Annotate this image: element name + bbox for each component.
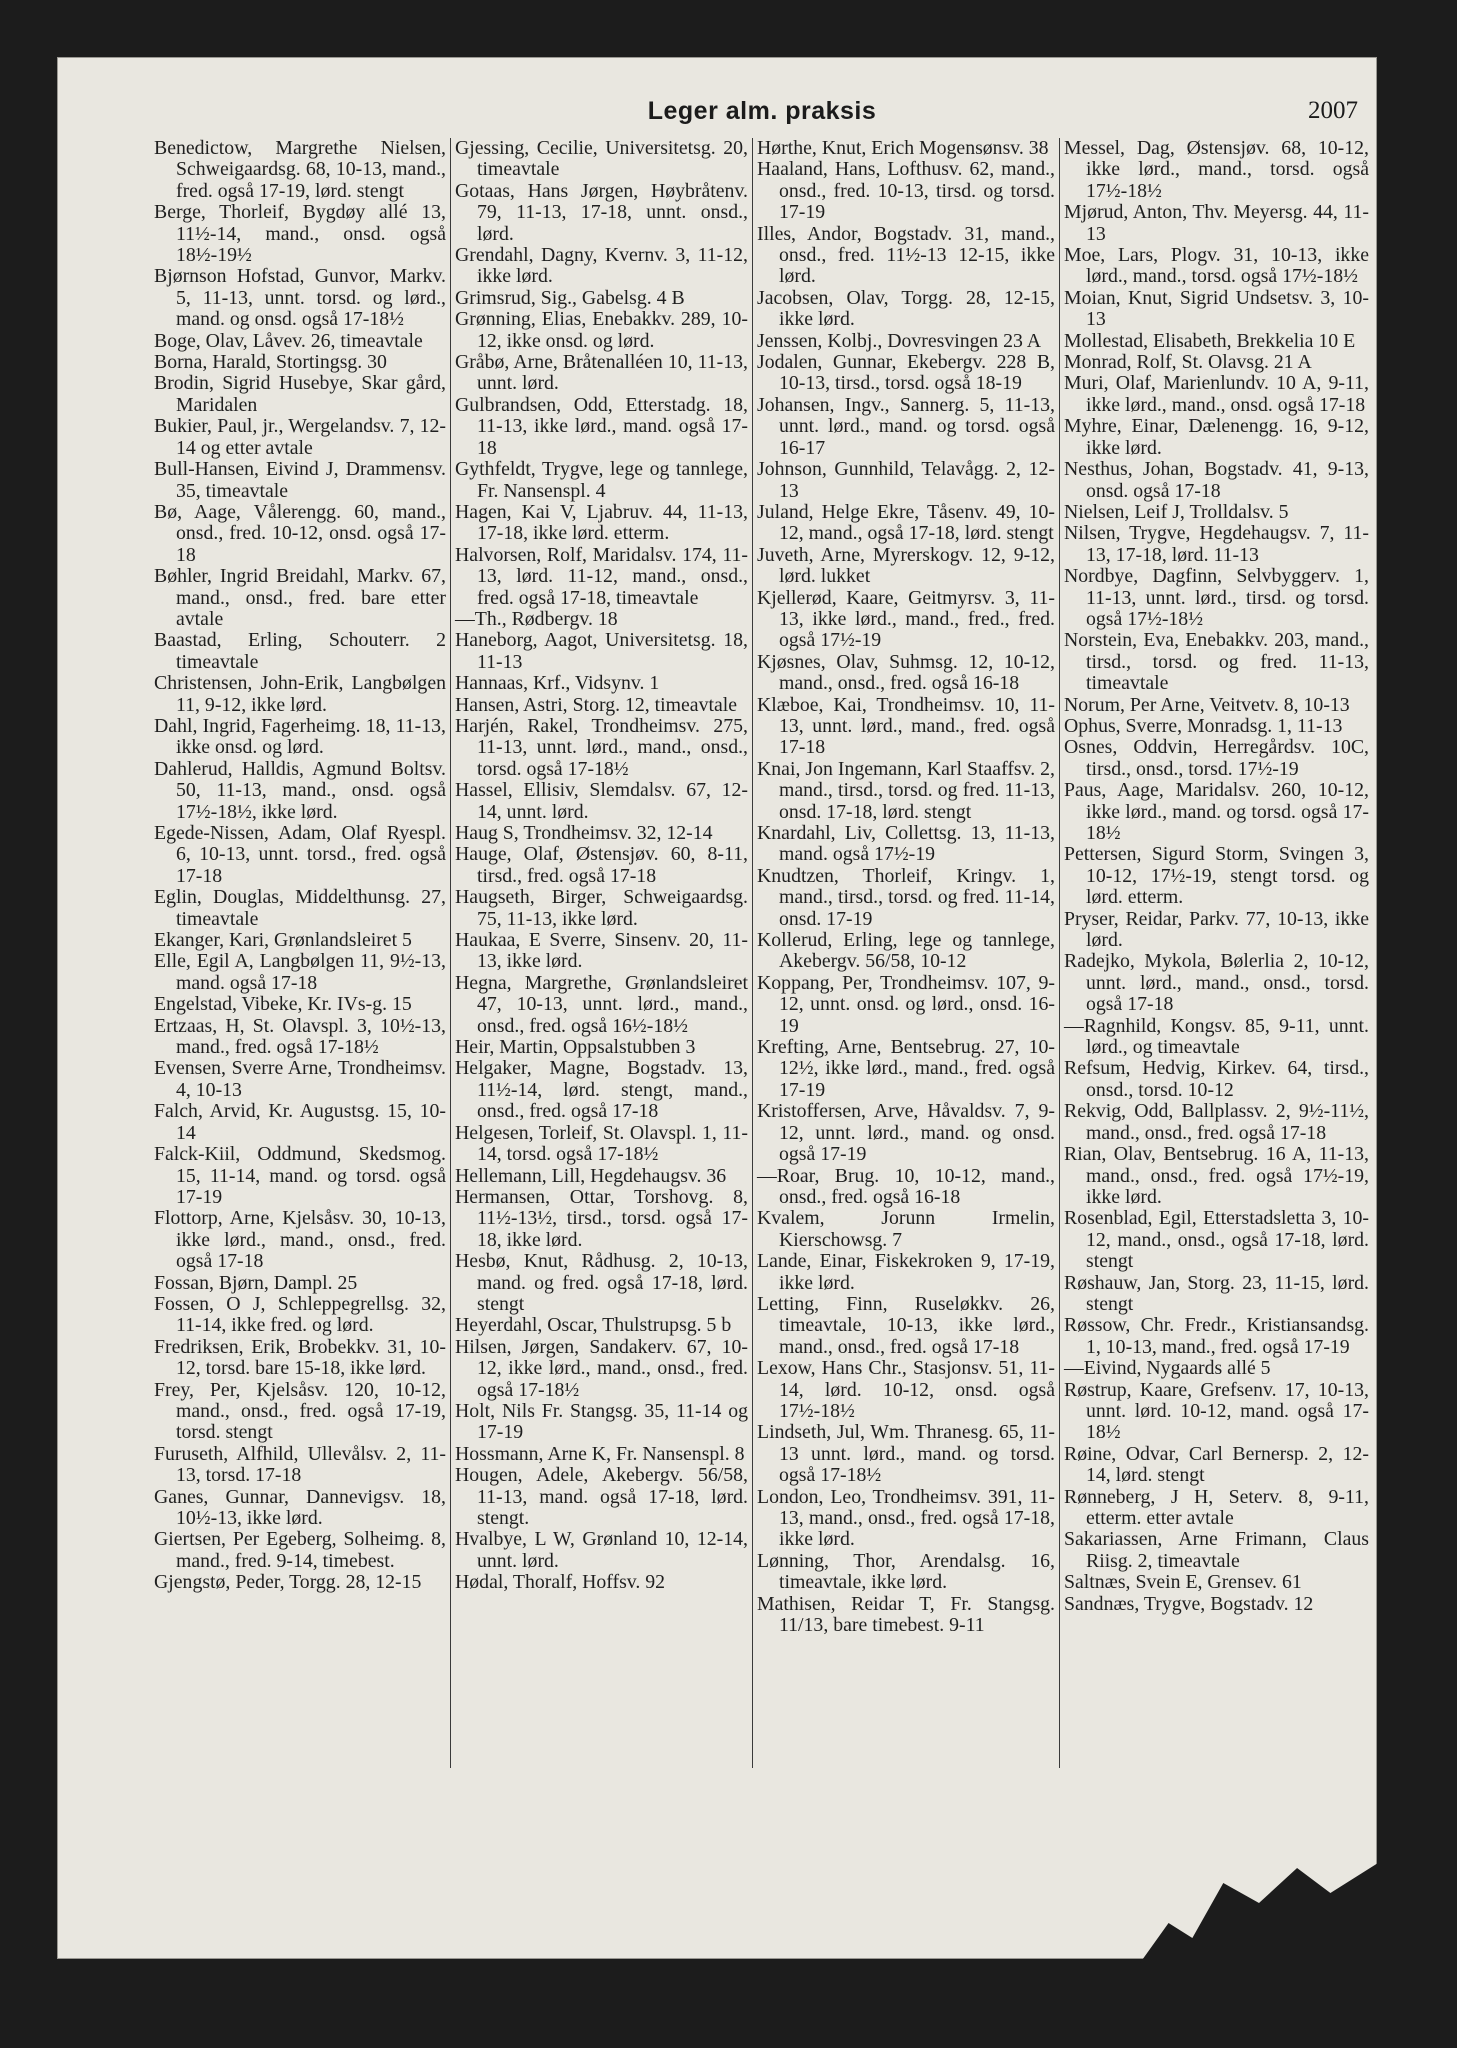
directory-entry: Muri, Olaf, Marienlundv. 10 A, 9-11, ikke lørd., mand., onsd. også 17-18 (1064, 372, 1369, 416)
directory-entry: Egede-Nissen, Adam, Olaf Ryespl. 6, 10-13, unnt. torsd., fred. også 17-18 (154, 822, 446, 887)
directory-entry: Klæboe, Kai, Trondheimsv. 10, 11-13, unnt. lørd., mand., fred. også 17-18 (757, 693, 1055, 759)
directory-entry: Holt, Nils Fr. Stangsg. 35, 11-14 og 17-19 (455, 1399, 748, 1444)
directory-entry: Hørthe, Knut, Erich Mogensønsv. 38 (757, 138, 1049, 159)
directory-entry: Elle, Egil A, Langbølgen 11, 9½-13, mand. også 17-18 (154, 950, 446, 994)
directory-entry: Røssow, Chr. Fredr., Kristiansandsg. 1, 10-13, mand., fred. også 17-19 (1064, 1314, 1369, 1358)
directory-entry: Røstrup, Kaare, Grefsenv. 17, 10-13, unnt. lørd. 10-12, mand. også 17-18½ (1064, 1378, 1369, 1444)
page-title: Leger alm. praksis (647, 97, 877, 125)
directory-entry: Christensen, John-Erik, Langbølgen 11, 9-12, ikke lørd. (154, 672, 446, 716)
directory-entry: Mollestad, Elisabeth, Brekkelia 10 E (1064, 329, 1356, 352)
directory-entry: —Th., Rødbergv. 18 (455, 607, 618, 630)
directory-entry: Gråbø, Arne, Bråtenalléen 10, 11-13, unnt. lørd. (455, 351, 748, 395)
directory-entry: Knai, Jon Ingemann, Karl Staaffsv. 2, mand., tirsd., torsd. og fred. 11-13, onsd. 17-18, lørd. stengt (757, 757, 1055, 823)
directory-entry: Ophus, Sverre, Monradsg. 1, 11-13 (1064, 714, 1343, 737)
column-1 (150, 138, 450, 1768)
directory-entry: Jacobsen, Olav, Torgg. 28, 12-15, ikke lørd. (757, 286, 1055, 331)
directory-entry: Nordbye, Dagfinn, Selvbyggerv. 1, 11-13, unnt. lørd., tirsd. og torsd. også 17½-18½ (1064, 565, 1369, 630)
directory-entry: Bjørnson Hofstad, Gunvor, Markv. 5, 11-13, unnt. torsd. og lørd., mand. og onsd. også 17-18½ (154, 265, 446, 331)
directory-entry: Letting, Finn, Ruseløkkv. 26, timeavtale, 10-13, ikke lørd., mand., onsd., fred. også 17-18 (757, 1292, 1055, 1358)
directory-entry: Refsum, Hedvig, Kirkev. 64, tirsd., onsd., torsd. 10-12 (1064, 1057, 1369, 1101)
directory-entry: Koppang, Per, Trondheimsv. 107, 9-12, unnt. onsd. og lørd., onsd. 16-19 (757, 971, 1055, 1037)
directory-entry: Falck-Kiil, Oddmund, Skedsmog. 15, 11-14, mand. og torsd. også 17-19 (154, 1143, 446, 1208)
directory-entry: Hilsen, Jørgen, Sandakerv. 67, 10-12, ikke lørd., mand., onsd., fred. også 17-18½ (455, 1335, 748, 1401)
directory-entry: Sakariassen, Arne Frimann, Claus Riisg. 2, timeavtale (1064, 1528, 1369, 1572)
directory-entry: Osnes, Oddvin, Herregårdsv. 10C, tirsd., onsd., torsd. 17½-19 (1064, 736, 1369, 780)
directory-entry: Juveth, Arne, Myrerskogv. 12, 9-12, lørd. lukket (757, 543, 1055, 588)
directory-entry: Berge, Thorleif, Bygdøy allé 13, 11½-14, mand., onsd. også 18½-19½ (154, 201, 446, 267)
directory-entry: Hvalbye, L W, Grønland 10, 12-14, unnt. lørd. (455, 1528, 748, 1572)
directory-entry: Haukaa, E Sverre, Sinsenv. 20, 11-13, ikke lørd. (455, 929, 748, 973)
directory-entry: Mathisen, Reidar T, Fr. Stangsg. 11/13, bare timebest. 9-11 (757, 1592, 1055, 1637)
directory-entry: Gythfeldt, Trygve, lege og tannlege, Fr. Nansenspl. 4 (455, 458, 748, 502)
directory-page (58, 58, 1376, 1958)
directory-entry: Lønning, Thor, Arendalsg. 16, timeavtale, ikke lørd. (757, 1549, 1055, 1594)
column-3 (752, 138, 1059, 1768)
directory-entry: Messel, Dag, Østensjøv. 68, 10-12, ikke lørd., mand., torsd. også 17½-18½ (1064, 138, 1369, 202)
directory-entry: Monrad, Rolf, St. Olavsg. 21 A (1064, 351, 1312, 374)
directory-entry: Sandnæs, Trygve, Bogstadv. 12 (1064, 1592, 1314, 1615)
directory-entry: Flottorp, Arne, Kjelsåsv. 30, 10-13, ikke lørd., mand., onsd., fred. også 17-18 (154, 1207, 446, 1273)
directory-entry: —Roar, Brug. 10, 10-12, mand., onsd., fred. også 16-18 (757, 1164, 1055, 1208)
directory-entry: Heyerdahl, Oscar, Thulstrupsg. 5 b (455, 1314, 732, 1337)
torn-corner (1140, 1863, 1378, 1963)
directory-entry: Engelstad, Vibeke, Kr. IVs-g. 15 (154, 993, 412, 1016)
directory-entry: Johansen, Ingv., Sannerg. 5, 11-13, unnt. lørd., mand. og torsd. også 16-17 (757, 393, 1055, 459)
directory-entry: Bull-Hansen, Eivind J, Drammensv. 35, timeavtale (154, 458, 446, 502)
directory-entry: Furuseth, Alfhild, Ullevålsv. 2, 11-13, torsd. 17-18 (154, 1442, 446, 1487)
directory-entry: Falch, Arvid, Kr. Augustsg. 15, 10-14 (154, 1100, 446, 1144)
directory-entry: Helgesen, Torleif, St. Olavspl. 1, 11-14, torsd. også 17-18½ (455, 1121, 748, 1166)
directory-entry: Hagen, Kai V, Ljabruv. 44, 11-13, 17-18, ikke lørd. etterm. (455, 500, 748, 545)
directory-entry: Hellemann, Lill, Hegdehaugsv. 36 (455, 1164, 727, 1187)
directory-entry: Nilsen, Trygve, Hegdehaugsv. 7, 11-13, 17-18, lørd. 11-13 (1064, 522, 1369, 566)
directory-entry: Dahlerud, Halldis, Agmund Boltsv. 50, 11-13, mand., onsd. også 17½-18½, ikke lørd. (154, 757, 446, 823)
directory-entry: Grendahl, Dagny, Kvernv. 3, 11-12, ikke lørd. (455, 244, 748, 288)
directory-entry: Ganes, Gunnar, Dannevigsv. 18, 10½-13, ikke lørd. (154, 1485, 446, 1529)
directory-entry: Halvorsen, Rolf, Maridalsv. 174, 11-13, lørd. 11-12, mand., onsd., fred. også 17-18, timeavtale (455, 543, 748, 609)
directory-entry: Hesbø, Knut, Rådhusg. 2, 10-13, mand. og fred. også 17-18, lørd. stengt (455, 1250, 748, 1315)
directory-entry: Haaland, Hans, Lofthusv. 62, mand., onsd., fred. 10-13, tirsd. og torsd. 17-19 (757, 158, 1055, 224)
directory-entry: Haneborg, Aagot, Universitetsg. 18, 11-13 (455, 629, 748, 673)
directory-entry: Baastad, Erling, Schouterr. 2 timeavtale (154, 629, 446, 673)
directory-entry: Norum, Per Arne, Veitvetv. 8, 10-13 (1064, 693, 1350, 716)
directory-entry: Gulbrandsen, Odd, Etterstadg. 18, 11-13, ikke lørd., mand. også 17-18 (455, 393, 748, 459)
directory-entry: —Eivind, Nygaards allé 5 (1064, 1357, 1271, 1380)
directory-entry: Hannaas, Krf., Vidsynv. 1 (455, 672, 660, 695)
directory-entry: Gjengstø, Peder, Torgg. 28, 12-15 (154, 1571, 422, 1594)
directory-entry: Brodin, Sigrid Husebye, Skar gård, Maridalen (154, 372, 446, 416)
directory-entry: Radejko, Mykola, Bølerlia 2, 10-12, unnt. lørd., mand., onsd., torsd. også 17-18 (1064, 950, 1369, 1016)
directory-entry: Knudtzen, Thorleif, Kringv. 1, mand., tirsd., torsd. og fred. 11-14, onsd. 17-19 (757, 864, 1055, 930)
directory-entry: Johnson, Gunnhild, Telavågg. 2, 12-13 (757, 458, 1055, 502)
directory-entry: Grønning, Elias, Enebakkv. 289, 10-12, ikke onsd. og lørd. (455, 308, 748, 352)
directory-entry: Eglin, Douglas, Middelthunsg. 27, timeavtale (154, 886, 446, 930)
directory-entry: Frey, Per, Kjelsåsv. 120, 10-12, mand., onsd., fred. også 17-19, torsd. stengt (154, 1378, 446, 1444)
directory-entry: Myhre, Einar, Dælenengg. 16, 9-12, ikke lørd. (1064, 415, 1369, 459)
directory-entry: Helgaker, Magne, Bogstadv. 13, 11½-14, lørd. stengt, mand., onsd., fred. også 17-18 (455, 1057, 748, 1123)
directory-entry: Bukier, Paul, jr., Wergelandsv. 7, 12-14 og etter avtale (154, 415, 446, 459)
directory-entry: Hauge, Olaf, Østensjøv. 60, 8-11, tirsd., fred. også 17-18 (455, 843, 748, 887)
directory-entry: Rian, Olav, Bentsebrug. 16 A, 11-13, mand., onsd., fred. også 17½-19, ikke lørd. (1064, 1143, 1369, 1208)
directory-entry: Kvalem, Jorunn Irmelin, Kierschowsg. 7 (757, 1207, 1055, 1251)
directory-entry: Moe, Lars, Plogv. 31, 10-13, ikke lørd., mand., torsd. også 17½-18½ (1064, 244, 1369, 288)
directory-entry: Gjessing, Cecilie, Universitetsg. 20, timeavtale (455, 138, 748, 181)
directory-entry: Rekvig, Odd, Ballplassv. 2, 9½-11½, mand., onsd., fred. også 17-18 (1064, 1100, 1369, 1144)
directory-entry: Røshauw, Jan, Storg. 23, 11-15, lørd. stengt (1064, 1271, 1369, 1315)
directory-entry: Hossmann, Arne K, Fr. Nansenspl. 8 (455, 1442, 745, 1465)
directory-entry: Fossen, O J, Schleppegrellsg. 32, 11-14, ikke fred. og lørd. (154, 1292, 446, 1337)
directory-entry: Fossan, Bjørn, Dampl. 25 (154, 1271, 358, 1294)
directory-entry: Haug S, Trondheimsv. 32, 12-14 (455, 822, 713, 844)
directory-entry: Haugseth, Birger, Schweigaardsg. 75, 11-13, ikke lørd. (455, 886, 748, 930)
directory-entry: Juland, Helge Ekre, Tåsenv. 49, 10-12, mand., også 17-18, lørd. stengt (757, 500, 1055, 545)
directory-entry: Hødal, Thoralf, Hoffsv. 92 (455, 1571, 666, 1594)
directory-entry: Ertzaas, H, St. Olavspl. 3, 10½-13, mand., fred. også 17-18½ (154, 1014, 446, 1059)
page-number: 2007 (1308, 97, 1358, 124)
column-4 (1059, 138, 1373, 1768)
directory-entry: Bøhler, Ingrid Breidahl, Markv. 67, mand., onsd., fred. bare etter avtale (154, 565, 446, 630)
directory-entry: Dahl, Ingrid, Fagerheimg. 18, 11-13, ikke onsd. og lørd. (154, 714, 446, 759)
directory-entry: Lande, Einar, Fiskekroken 9, 17-19, ikke lørd. (757, 1250, 1055, 1294)
directory-entry: Krefting, Arne, Bentsebrug. 27, 10-12½, ikke lørd., mand., fred. også 17-19 (757, 1036, 1055, 1101)
directory-entry: Rosenblad, Egil, Etterstadsletta 3, 10-12, mand., onsd., også 17-18, lørd. stengt (1064, 1207, 1369, 1273)
directory-entry: London, Leo, Trondheimsv. 391, 11-13, mand., onsd., fred. også 17-18, ikke lørd. (757, 1485, 1055, 1551)
directory-entry: Saltnæs, Svein E, Grensev. 61 (1064, 1571, 1302, 1594)
directory-entry: Røine, Odvar, Carl Bernersp. 2, 12-14, lørd. stengt (1064, 1442, 1369, 1487)
directory-entry: Norstein, Eva, Enebakkv. 203, mand., tirsd., torsd. og fred. 11-13, timeavtale (1064, 629, 1369, 695)
directory-entry: Ekanger, Kari, Grønlandsleiret 5 (154, 929, 412, 952)
column-2 (450, 138, 752, 1768)
directory-entry: Kollerud, Erling, lege og tannlege, Akebergv. 56/58, 10-12 (757, 929, 1055, 973)
directory-entry: Kristoffersen, Arve, Håvaldsv. 7, 9-12, unnt. lørd., mand. og onsd. også 17-19 (757, 1100, 1055, 1166)
directory-entry: Fredriksen, Erik, Brobekkv. 31, 10-12, torsd. bare 15-18, ikke lørd. (154, 1335, 446, 1380)
directory-entry: Benedictow, Margrethe Nielsen, Schweigaardsg. 68, 10-13, mand., fred. også 17-19, lørd. stengt (154, 138, 446, 202)
directory-entry: Illes, Andor, Bogstadv. 31, mand., onsd., fred. 11½-13 12-15, ikke lørd. (757, 222, 1055, 288)
directory-entry: Kjøsnes, Olav, Suhmsg. 12, 10-12, mand., onsd., fred. også 16-18 (757, 650, 1055, 695)
directory-entry: Hansen, Astri, Storg. 12, timeavtale (455, 693, 738, 716)
directory-entry: Moian, Knut, Sigrid Undsetsv. 3, 10-13 (1064, 286, 1369, 331)
directory-entry: Bø, Aage, Vålerengg. 60, mand., onsd., fred. 10-12, onsd. også 17-18 (154, 500, 446, 566)
directory-entry: Knardahl, Liv, Collettsg. 13, 11-13, mand. også 17½-19 (757, 822, 1055, 866)
directory-entry: Hougen, Adele, Akebergv. 56/58, 11-13, mand. også 17-18, lørd. stengt. (455, 1464, 748, 1529)
directory-entry: Paus, Aage, Maridalsv. 260, 10-12, ikke lørd., mand. og torsd. også 17-18½ (1064, 779, 1369, 844)
directory-entry: Jodalen, Gunnar, Ekebergv. 228 B, 10-13, tirsd., torsd. også 18-19 (757, 351, 1055, 395)
directory-entry: Pryser, Reidar, Parkv. 77, 10-13, ikke lørd. (1064, 907, 1369, 952)
directory-entry: Boge, Olav, Låvev. 26, timeavtale (154, 329, 423, 352)
directory-entry: Nesthus, Johan, Bogstadv. 41, 9-13, onsd. også 17-18 (1064, 458, 1369, 502)
directory-entry: Mjørud, Anton, Thv. Meyersg. 44, 11-13 (1064, 201, 1369, 245)
directory-entry: Hegna, Margrethe, Grønlandsleiret 47, 10-13, unnt. lørd., mand., onsd., fred. også 16½-18½ (455, 971, 748, 1037)
directory-entry: Nielsen, Leif J, Trolldalsv. 5 (1064, 500, 1289, 523)
page-header (148, 93, 1376, 143)
directory-entry: Jenssen, Kolbj., Dovresvingen 23 A (757, 329, 1042, 352)
directory-entry: Evensen, Sverre Arne, Trondheimsv. 4, 10-13 (154, 1057, 446, 1101)
directory-entry: Rønneberg, J H, Seterv. 8, 9-11, etterm. etter avtale (1064, 1485, 1369, 1529)
directory-entry: Harjén, Rakel, Trondheimsv. 275, 11-13, unnt. lørd., mand., onsd., torsd. også 17-18½ (455, 714, 748, 780)
directory-entry: Pettersen, Sigurd Storm, Svingen 3, 10-12, 17½-19, stengt torsd. og lørd. etterm. (1064, 843, 1369, 909)
directory-entry: Heir, Martin, Oppsalstubben 3 (455, 1036, 696, 1059)
directory-entry: Lexow, Hans Chr., Stasjonsv. 51, 11-14, lørd. 10-12, onsd. også 17½-18½ (757, 1357, 1055, 1422)
directory-entry: Kjellerød, Kaare, Geitmyrsv. 3, 11-13, ikke lørd., mand., fred., fred. også 17½-19 (757, 586, 1055, 652)
directory-entry: —Ragnhild, Kongsv. 85, 9-11, unnt. lørd., og timeavtale (1064, 1014, 1369, 1059)
directory-entry: Hassel, Ellisiv, Slemdalsv. 67, 12-14, unnt. lørd. (455, 779, 748, 823)
directory-entry: Gotaas, Hans Jørgen, Høybråtenv. 79, 11-13, 17-18, unnt. onsd., lørd. (455, 179, 748, 245)
directory-entry: Grimsrud, Sig., Gabelsg. 4 B (455, 286, 685, 309)
directory-entry: Borna, Harald, Stortingsg. 30 (154, 351, 387, 374)
directory-entry: Giertsen, Per Egeberg, Solheimg. 8, mand., fred. 9-14, timebest. (154, 1528, 446, 1572)
directory-columns (150, 138, 1376, 1768)
directory-entry: Hermansen, Ottar, Torshovg. 8, 11½-13½, tirsd., torsd. også 17-18, ikke lørd. (455, 1185, 748, 1251)
directory-entry: Lindseth, Jul, Wm. Thranesg. 65, 11-13 unnt. lørd., mand. og torsd. også 17-18½ (757, 1421, 1055, 1487)
